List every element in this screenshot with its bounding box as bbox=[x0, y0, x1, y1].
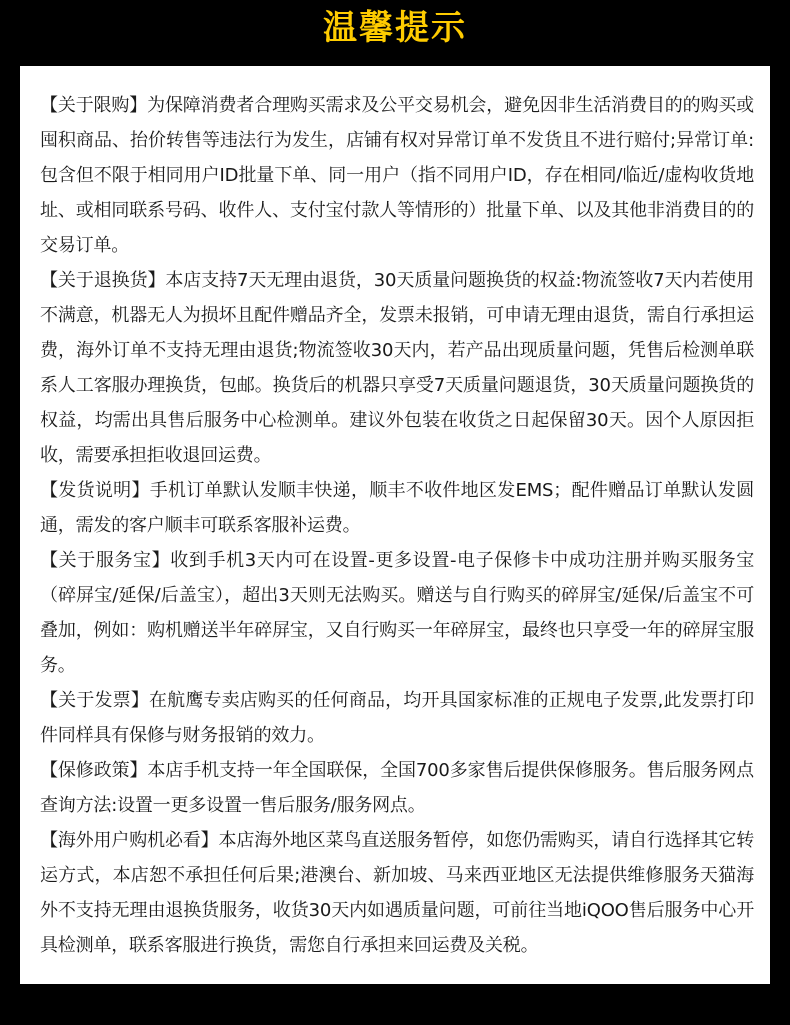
notice-text: 在航鹰专卖店购买的任何商品，均开具国家标准的正规电子发票,此发票打印件同样具有保修与财务报销的效力。 bbox=[40, 690, 754, 746]
notice-tag: 【关于发票】 bbox=[40, 690, 149, 711]
notice-tag: 【关于退换货】 bbox=[40, 270, 166, 291]
notice-text: 收到手机3天内可在设置-更多设置-电子保修卡中成功注册并购买服务宝（碎屏宝/延保/后盖宝），超出3天则无法购买。赠送与自行购买的碎屏宝/延保/后盖宝不可叠加，例如：购机赠送半年碎屏宝，又自行购买一年碎屏宝，最终也只享受一年的碎屏宝服务。 bbox=[40, 550, 754, 676]
notice-overseas bbox=[40, 823, 754, 963]
notice-tag: 【关于限购】 bbox=[40, 95, 148, 116]
notice-panel bbox=[20, 66, 770, 984]
notice-text: 本店手机支持一年全国联保，全国700多家售后提供保修服务。售后服务网点查询方法:设置一更多设置一售后服务/服务网点。 bbox=[40, 760, 754, 816]
notice-tag: 【发货说明】 bbox=[40, 480, 150, 501]
notice-tag: 【关于服务宝】 bbox=[40, 550, 171, 571]
notice-tag: 【保修政策】 bbox=[40, 760, 148, 781]
notice-purchase-limit bbox=[40, 88, 754, 263]
notice-returns bbox=[40, 263, 754, 473]
notice-text: 为保障消费者合理购买需求及公平交易机会，避免因非生活消费目的的购买或囤积商品、抬价转售等违法行为发生，店铺有权对异常订单不发货且不进行赔付;异常订单:包含但不限于相同用户ID批量下单、同一用户（指不同用户ID，存在相同/临近/虚构收货地址、或相同联系号码、收件人、支付宝付款人等情形的）批量下单、以及其他非消费目的的交易订单。 bbox=[40, 95, 754, 256]
notice-text: 本店支持7天无理由退货，30天质量问题换货的权益:物流签收7天内若使用不满意，机器无人为损坏且配件赠品齐全，发票未报销，可申请无理由退货，需自行承担运费，海外订单不支持无理由退货;物流签收30天内，若产品出现质量问题，凭售后检测单联系人工客服办理换货，包邮。换货后的机器只享受7天质量问题退货，30天质量问题换货的权益，均需出具售后服务中心检测单。建议外包装在收货之日起保留30天。因个人原因拒收，需要承担拒收退回运费。 bbox=[40, 270, 754, 466]
notice-shipping bbox=[40, 473, 754, 543]
notice-service-plan bbox=[40, 543, 754, 683]
notice-warranty bbox=[40, 753, 754, 823]
notice-text: 本店海外地区菜鸟直送服务暂停，如您仍需购买，请自行选择其它转运方式，本店恕不承担任何后果;港澳台、新加坡、马来西亚地区无法提供维修服务天猫海外不支持无理由退换货服务，收货30天内如遇质量问题，可前往当地iQOO售后服务中心开具检测单，联系客服进行换货，需您自行承担来回运费及关税。 bbox=[40, 830, 754, 956]
page-title: 温馨提示 bbox=[323, 8, 467, 48]
notice-tag: 【海外用户购机必看】 bbox=[40, 830, 219, 851]
notice-invoice bbox=[40, 683, 754, 753]
notice-text: 手机订单默认发顺丰快递，顺丰不收件地区发EMS；配件赠品订单默认发圆通，需发的客户顺丰可联系客服补运费。 bbox=[40, 480, 754, 536]
